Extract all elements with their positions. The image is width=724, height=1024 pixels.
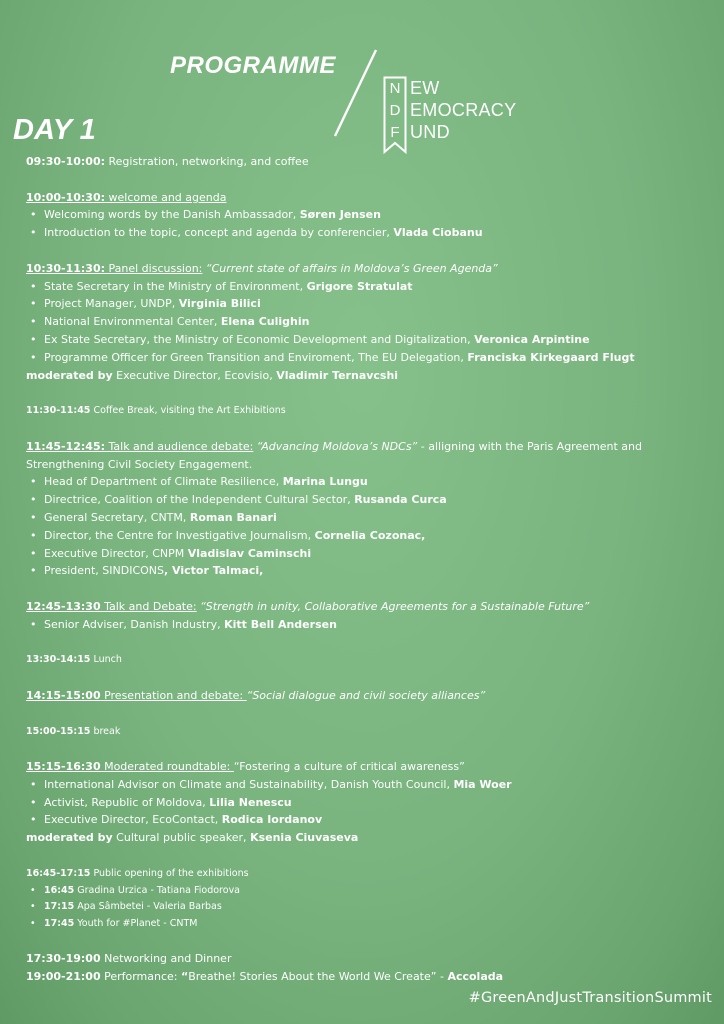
session-topic: “Advancing Moldova’s NDCs”	[253, 439, 418, 453]
speaker-role: Project Manager, UNDP,	[44, 297, 179, 311]
list-item	[26, 331, 706, 349]
list-item	[26, 545, 706, 563]
speaker-role: Programme Officer for Green Transition and Enviroment, The EU Delegation,	[44, 350, 468, 364]
logo-letter-d: D	[389, 102, 401, 119]
session-time: 10:00-10:30:	[26, 190, 105, 204]
exhibition-time: 16:45	[44, 884, 75, 896]
speaker-role: Executive Director, CNPM	[44, 546, 188, 560]
session-roundtable	[26, 758, 706, 776]
session-time: 10:30-11:30:	[26, 261, 105, 275]
speaker-role: Welcoming words by the Danish Ambassador,	[44, 208, 300, 222]
performance-title: Breathe! Stories About the World We Create”	[188, 969, 437, 983]
list-item	[26, 776, 706, 794]
session-text: Public opening of the exhibitions	[90, 867, 249, 879]
session-performance	[26, 968, 706, 986]
session-networking-dinner	[26, 950, 706, 968]
session-title: welcome and agenda	[105, 190, 227, 204]
moderator-name: Vladimir Ternavcshi	[276, 368, 399, 382]
speaker-role: Executive Director, EcoContact,	[44, 813, 222, 827]
speaker-role: Senior Adviser, Danish Industry,	[44, 617, 225, 631]
speaker-name: Roman Banari	[189, 510, 277, 524]
exhibition-time: 17:15	[44, 901, 75, 913]
ndf-logo-banner	[383, 76, 407, 154]
session-panel-discussion	[26, 260, 706, 278]
moderator-role: Executive Director, Ecovisio,	[112, 368, 277, 382]
list-item	[26, 473, 706, 491]
speaker-name: Virginia Bilici	[178, 297, 261, 311]
session-type: Panel discussion:	[105, 261, 203, 275]
separator: -	[436, 969, 448, 983]
list-item	[26, 278, 706, 296]
speaker-role: State Secretary in the Ministry of Environment,	[44, 279, 307, 293]
session-talk-unity	[26, 598, 706, 616]
session-topic: “Social dialogue and civil society alliances”	[246, 688, 486, 702]
session-time: 13:30-14:15	[26, 654, 91, 666]
list-item	[26, 295, 706, 313]
speaker-role: Director, the Centre for Investigative Journalism,	[44, 528, 315, 542]
session-text: Networking and Dinner	[100, 951, 232, 965]
list-item	[26, 562, 706, 580]
speaker-list	[26, 776, 706, 829]
speaker-name: Lilia Nenescu	[209, 795, 292, 809]
moderated-label: moderated by	[26, 831, 113, 845]
session-coffee-break	[26, 402, 706, 420]
exhibition-text: Apa Sâmbetei - Valeria Barbas	[74, 901, 222, 913]
speaker-name: Rusanda Curca	[354, 493, 447, 507]
programme-title: PROGRAMME	[170, 52, 336, 79]
speaker-name: Marina Lungu	[282, 475, 368, 489]
quote-mark: “	[181, 969, 189, 983]
session-time: 11:45-12:45:	[26, 439, 105, 453]
speaker-role: President, SINDICONS	[44, 564, 165, 578]
speaker-name: Cornelia Cozonac,	[314, 528, 426, 542]
speaker-role: International Advisor on Climate and Sustainability, Danish Youth Council,	[44, 777, 454, 791]
logo-word-ew: EW	[410, 78, 440, 98]
speaker-role: Introduction to the topic, concept and agenda by conferencier,	[44, 226, 394, 240]
moderator-role: Cultural public speaker,	[112, 831, 251, 845]
session-time: 14:15-15:00	[26, 688, 101, 702]
speaker-role: Head of Department of Climate Resilience,	[44, 475, 283, 489]
session-time: 11:30-11:45	[26, 405, 91, 417]
session-text: Performance:	[100, 969, 181, 983]
session-text: break	[90, 725, 121, 737]
session-text: Registration, networking, and coffee	[105, 155, 309, 168]
session-time: 17:30-19:00	[26, 951, 101, 965]
speaker-name: Mia Woer	[453, 777, 512, 791]
session-topic: “Fostering a culture of critical awareness”	[233, 760, 465, 774]
speaker-name: Grigore Stratulat	[306, 279, 413, 293]
session-exhibitions	[26, 865, 706, 883]
exhibition-time: 17:45	[44, 917, 75, 929]
list-item	[26, 491, 706, 509]
session-time: 15:00-15:15	[26, 725, 91, 737]
session-break	[26, 723, 706, 741]
list-item	[26, 206, 706, 224]
list-item	[26, 527, 706, 545]
list-item	[26, 899, 706, 916]
divider-slash	[332, 48, 380, 140]
speaker-name: , Victor Talmaci,	[164, 564, 264, 578]
exhibition-text: Youth for #Planet - CNTM	[74, 917, 198, 929]
ndf-logo-words	[410, 77, 516, 143]
speaker-name: Vlada Ciobanu	[393, 226, 483, 240]
session-text: Lunch	[90, 654, 122, 666]
session-lunch	[26, 651, 706, 669]
session-type: Moderated roundtable:	[100, 760, 234, 774]
programme-schedule	[26, 153, 706, 986]
session-time: 15:15-16:30	[26, 760, 101, 774]
speaker-name: Veronica Arpintine	[474, 332, 590, 346]
speaker-role: Ex State Secretary, the Ministry of Economic Development and Digitalization,	[44, 332, 475, 346]
speaker-role: Activist, Republic of Moldova,	[44, 795, 210, 809]
speaker-name: Rodica Iordanov	[221, 813, 323, 827]
list-item	[26, 224, 706, 242]
session-talk-ndcs	[26, 438, 706, 474]
moderator-line	[26, 367, 706, 385]
speaker-name: Kitt Bell Andersen	[224, 617, 337, 631]
session-welcome	[26, 189, 706, 207]
list-item	[26, 916, 706, 933]
day-heading: DAY 1	[13, 114, 96, 146]
session-text: Coffee Break, visiting the Art Exhibitions	[90, 405, 286, 417]
list-item	[26, 794, 706, 812]
speaker-list	[26, 206, 706, 242]
speaker-list	[26, 616, 706, 634]
speaker-list	[26, 473, 706, 580]
speaker-list	[26, 278, 706, 367]
speaker-name: Vladislav Caminschi	[187, 546, 312, 560]
session-type: Talk and audience debate:	[105, 439, 254, 453]
session-presentation	[26, 687, 706, 705]
session-time: 09:30-10:00:	[26, 155, 105, 168]
session-time: 12:45-13:30	[26, 599, 101, 613]
speaker-name: Søren Jensen	[299, 208, 381, 222]
logo-word-und: UND	[410, 122, 450, 142]
logo-word-emocracy: EMOCRACY	[410, 100, 517, 120]
exhibition-list	[26, 883, 706, 933]
moderator-line	[26, 829, 706, 847]
session-registration	[26, 153, 706, 171]
session-topic: “Current state of affairs in Moldova’s Green Agenda”	[202, 261, 498, 275]
session-time: 19:00-21:00	[26, 969, 101, 983]
speaker-role: National Environmental Center,	[44, 315, 221, 329]
moderator-name: Ksenia Ciuvaseva	[250, 831, 359, 845]
speaker-role: Directrice, Coalition of the Independent Cultural Sector,	[44, 493, 355, 507]
summit-hashtag: #GreenAndJustTransitionSummit	[468, 990, 712, 1006]
list-item	[26, 811, 706, 829]
session-type: Presentation and debate:	[100, 688, 247, 702]
list-item	[26, 313, 706, 331]
session-description: - alligning with the Paris Agreement and Strengthening Civil Society Engagement.	[26, 439, 642, 471]
list-item	[26, 883, 706, 900]
speaker-role: General Secretary, CNTM,	[44, 510, 190, 524]
list-item	[26, 349, 706, 367]
speaker-name: Elena Culighin	[220, 315, 310, 329]
session-type: Talk and Debate:	[100, 599, 197, 613]
moderated-label: moderated by	[26, 368, 113, 382]
performer-name: Accolada	[447, 969, 504, 983]
session-time: 16:45-17:15	[26, 867, 91, 879]
exhibition-text: Gradina Urzica - Tatiana Fiodorova	[74, 884, 241, 896]
list-item	[26, 509, 706, 527]
list-item	[26, 616, 706, 634]
logo-letter-f: F	[390, 124, 400, 141]
speaker-name: Franciska Kirkegaard Flugt	[467, 350, 635, 364]
logo-letter-n: N	[389, 80, 401, 97]
session-topic: “Strength in unity, Collaborative Agreements for a Sustainable Future”	[196, 599, 590, 613]
